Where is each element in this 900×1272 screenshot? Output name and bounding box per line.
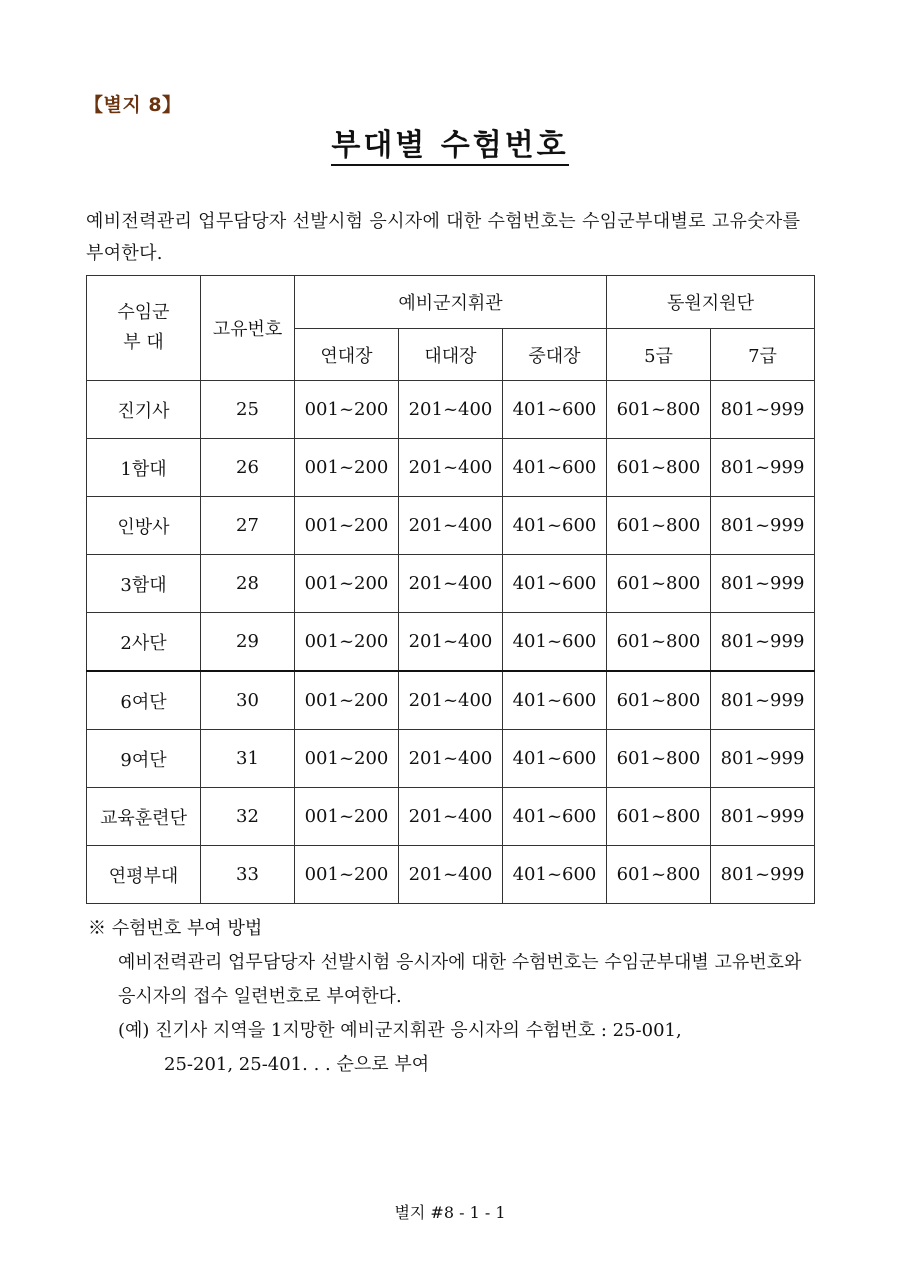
cell-unit: 6여단 bbox=[87, 671, 201, 730]
cell-range: 201~400 bbox=[399, 613, 503, 672]
cell-range: 601~800 bbox=[607, 730, 711, 788]
notes-example-line2: 25-201, 25-401. . . 순으로 부여 bbox=[164, 1054, 430, 1075]
table-row bbox=[87, 846, 815, 904]
cell-range: 401~600 bbox=[503, 439, 607, 497]
cell-range: 601~800 bbox=[607, 846, 711, 904]
cell-range: 401~600 bbox=[503, 555, 607, 613]
cell-range: 401~600 bbox=[503, 613, 607, 672]
cell-unit: 3함대 bbox=[87, 555, 201, 613]
cell-range: 001~200 bbox=[295, 439, 399, 497]
cell-code: 25 bbox=[201, 381, 295, 439]
cell-code: 30 bbox=[201, 671, 295, 730]
cell-unit: 1함대 bbox=[87, 439, 201, 497]
intro-paragraph: 예비전력관리 업무담당자 선발시험 응시자에 대한 수험번호는 수임군부대별로 고유숫자를 부여한다. bbox=[86, 211, 801, 264]
cell-code: 28 bbox=[201, 555, 295, 613]
notes-heading: ※ 수험번호 부여 방법 bbox=[88, 918, 263, 939]
subheader-grade5: 5급 bbox=[607, 329, 711, 381]
cell-range: 001~200 bbox=[295, 381, 399, 439]
cell-range: 601~800 bbox=[607, 555, 711, 613]
notes-example-line1: (예) 진기사 지역을 1지망한 예비군지휘관 응시자의 수험번호 : 25-001, bbox=[118, 1020, 682, 1041]
cell-code: 32 bbox=[201, 788, 295, 846]
header-group-reserve: 예비군지휘관 bbox=[295, 276, 607, 329]
cell-range: 801~999 bbox=[711, 555, 815, 613]
table-row bbox=[87, 788, 815, 846]
subheader-company: 중대장 bbox=[503, 329, 607, 381]
cell-range: 201~400 bbox=[399, 555, 503, 613]
header-unit-line2: 부 대 bbox=[123, 332, 164, 353]
table-row bbox=[87, 730, 815, 788]
subheader-grade7: 7급 bbox=[711, 329, 815, 381]
subheader-battalion: 대대장 bbox=[399, 329, 503, 381]
cell-range: 001~200 bbox=[295, 730, 399, 788]
cell-range: 601~800 bbox=[607, 613, 711, 672]
cell-code: 29 bbox=[201, 613, 295, 672]
cell-range: 401~600 bbox=[503, 671, 607, 730]
page-title bbox=[0, 120, 900, 164]
cell-range: 401~600 bbox=[503, 381, 607, 439]
cell-range: 801~999 bbox=[711, 613, 815, 672]
cell-range: 801~999 bbox=[711, 788, 815, 846]
cell-unit: 교육훈련단 bbox=[87, 788, 201, 846]
header-unit bbox=[87, 276, 201, 381]
cell-code: 31 bbox=[201, 730, 295, 788]
cell-unit: 9여단 bbox=[87, 730, 201, 788]
header-group-mobilization: 동원지원단 bbox=[607, 276, 815, 329]
cell-range: 801~999 bbox=[711, 671, 815, 730]
table-header-row bbox=[87, 276, 815, 329]
cell-range: 201~400 bbox=[399, 788, 503, 846]
header-unit-line1: 수임군 bbox=[117, 302, 170, 323]
cell-range: 801~999 bbox=[711, 730, 815, 788]
table-row bbox=[87, 381, 815, 439]
page-footer: 별지 #8 - 1 - 1 bbox=[394, 1203, 506, 1222]
cell-range: 201~400 bbox=[399, 846, 503, 904]
table-row bbox=[87, 439, 815, 497]
cell-range: 001~200 bbox=[295, 671, 399, 730]
cell-range: 001~200 bbox=[295, 788, 399, 846]
cell-range: 001~200 bbox=[295, 613, 399, 672]
cell-range: 001~200 bbox=[295, 555, 399, 613]
cell-range: 201~400 bbox=[399, 730, 503, 788]
table-row bbox=[87, 613, 815, 672]
cell-range: 601~800 bbox=[607, 439, 711, 497]
page-title-text: 부대별 수험번호 bbox=[331, 128, 568, 166]
notes-body: 예비전력관리 업무담당자 선발시험 응시자에 대한 수험번호는 수임군부대별 고유번호와 응시자의 접수 일련번호로 부여한다. bbox=[118, 952, 802, 1007]
cell-range: 601~800 bbox=[607, 788, 711, 846]
cell-range: 201~400 bbox=[399, 439, 503, 497]
cell-range: 401~600 bbox=[503, 788, 607, 846]
cell-range: 801~999 bbox=[711, 497, 815, 555]
cell-code: 27 bbox=[201, 497, 295, 555]
notes-section bbox=[88, 912, 828, 1082]
table-row bbox=[87, 555, 815, 613]
cell-unit: 진기사 bbox=[87, 381, 201, 439]
cell-range: 401~600 bbox=[503, 846, 607, 904]
attachment-label: 【별지 8】 bbox=[84, 94, 182, 116]
cell-unit: 인방사 bbox=[87, 497, 201, 555]
cell-range: 601~800 bbox=[607, 381, 711, 439]
cell-range: 401~600 bbox=[503, 497, 607, 555]
cell-code: 33 bbox=[201, 846, 295, 904]
cell-range: 401~600 bbox=[503, 730, 607, 788]
header-code: 고유번호 bbox=[201, 276, 295, 381]
cell-range: 601~800 bbox=[607, 671, 711, 730]
table-row bbox=[87, 671, 815, 730]
exam-number-table bbox=[86, 275, 815, 904]
cell-range: 201~400 bbox=[399, 381, 503, 439]
cell-range: 201~400 bbox=[399, 671, 503, 730]
subheader-regiment: 연대장 bbox=[295, 329, 399, 381]
cell-code: 26 bbox=[201, 439, 295, 497]
cell-range: 801~999 bbox=[711, 381, 815, 439]
cell-range: 601~800 bbox=[607, 497, 711, 555]
cell-unit: 연평부대 bbox=[87, 846, 201, 904]
cell-range: 801~999 bbox=[711, 439, 815, 497]
cell-range: 001~200 bbox=[295, 846, 399, 904]
cell-unit: 2사단 bbox=[87, 613, 201, 672]
table-row bbox=[87, 497, 815, 555]
cell-range: 201~400 bbox=[399, 497, 503, 555]
cell-range: 801~999 bbox=[711, 846, 815, 904]
cell-range: 001~200 bbox=[295, 497, 399, 555]
